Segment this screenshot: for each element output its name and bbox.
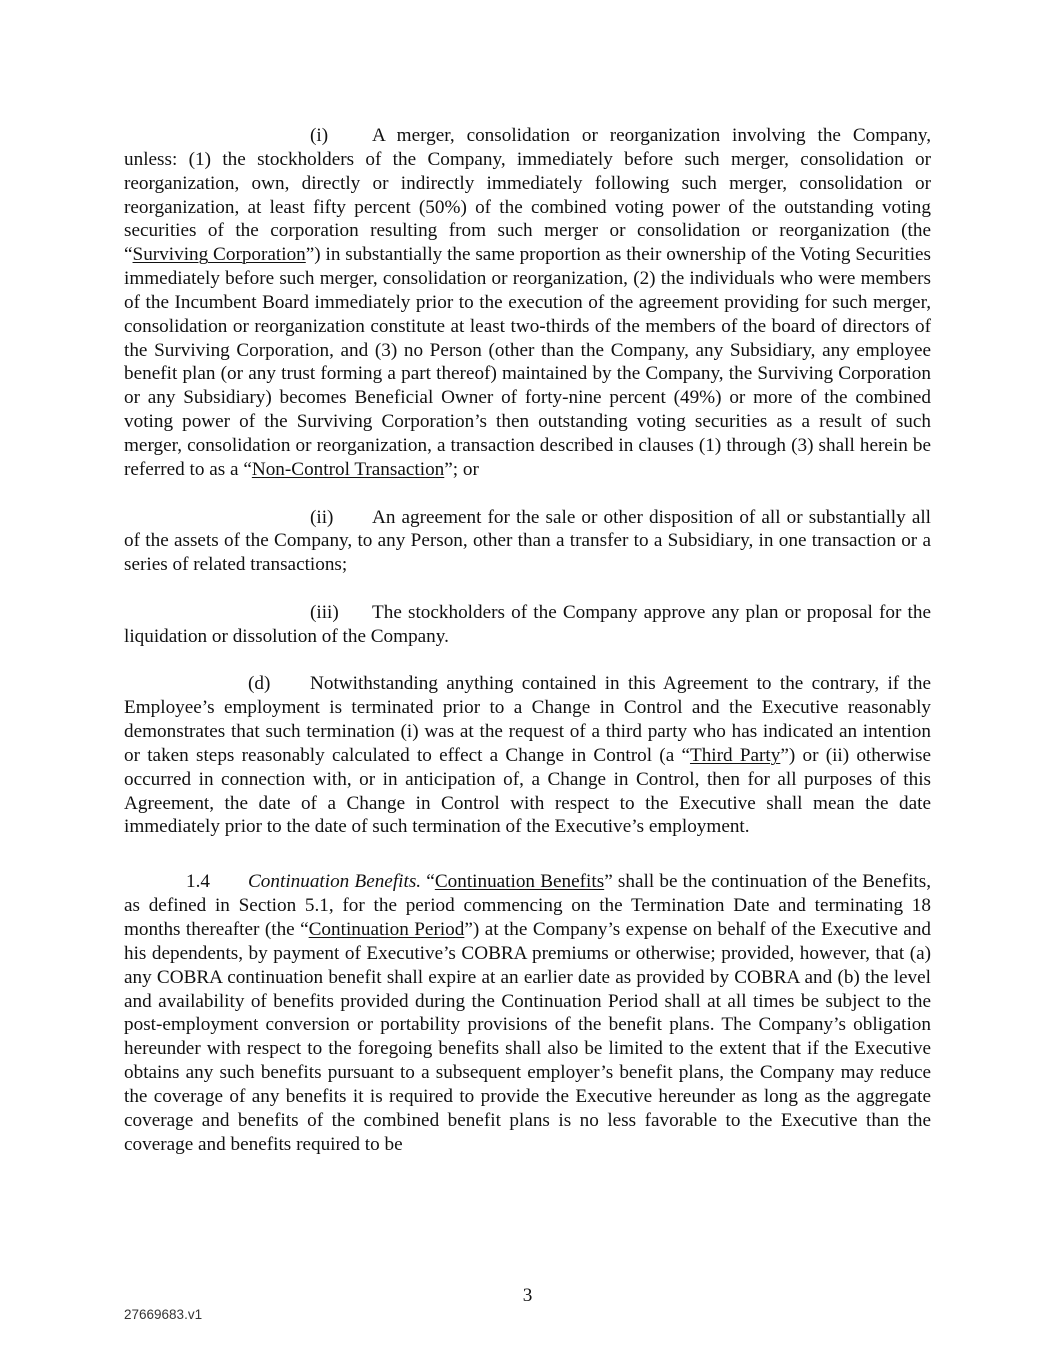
paragraph-text: Notwithstanding anything contained in this Agreement to the contrary, if the Employee’s employment is terminated prior to a Change in Control and the Executive reasonably demonstrates that such termination (i) was at the request of a third party who has indicated an intention or taken steps reasonably calculated to effect a Change in Control (a “ bbox=[124, 673, 931, 766]
page-number: 3 bbox=[522, 1285, 533, 1306]
paragraph-number: (d) bbox=[248, 673, 271, 695]
section-number: 1.4 bbox=[186, 871, 210, 893]
section-1-4 bbox=[124, 870, 931, 1156]
paragraph-number: (ii) bbox=[310, 506, 334, 528]
paragraph-text: A merger, consolidation or reorganization involving the Company, unless: (1) the stockholders of the Company, immediately before such merger, consolidation or reorganization, own, directly or indirectly immediately following such merger, consolidation or reorganization, at least fifty percent (50%) of the combined voting power of the outstanding voting securities of the corporation resulting from such merger or consolidation or reorganization (the “ bbox=[124, 125, 931, 266]
paragraph-number: (iii) bbox=[310, 601, 339, 623]
defined-term-surviving-corporation: Surviving Corporation bbox=[132, 244, 306, 266]
section-heading: Continuation Benefits. bbox=[248, 871, 422, 893]
defined-term-continuation-period: Continuation Period bbox=[308, 919, 465, 940]
paragraph-i bbox=[124, 124, 931, 482]
paragraph-text: ”; or bbox=[444, 458, 479, 480]
paragraph-iii bbox=[124, 601, 931, 649]
paragraph-text: “ bbox=[421, 871, 435, 893]
paragraph-text: ”) in substantially the same proportion as their ownership of the Voting Securities immediately before such merger, consolidation or reorganization, (2) the individuals who were members of the Incumbent Board immediately prior to the execution of the agreement providing for such merger, consolidation or reorganization constitute at least two-thirds of the members of the board of directors of the Surviving Corporation, and (3) no Person (other than the Company, any Subsidiary, any employee benefit plan (or any trust forming a part thereof) maintained by the Company, the Surviving Corporation or any Subsidiary) becomes Beneficial Owner of forty-nine percent (49%) or more of the combined voting power of the Surviving Corporation’s then outstanding voting securities as a result of such merger, consolidation or reorganization, a transaction described in clauses (1) through (3) shall herein be referred to as a “ bbox=[124, 244, 932, 480]
paragraph-text: ” shall be the continuation of the Benefits, as defined in Section 5.1, for the period commencing on the Termination Date and terminating 18 months thereafter (the “ bbox=[124, 871, 931, 940]
document-id: 27669683.v1 bbox=[124, 1307, 203, 1322]
defined-term-third-party: Third Party bbox=[689, 744, 781, 766]
paragraph-text: An agreement for the sale or other disposition of all or substantially all of the assets of the Company, to any Person, other than a transfer to a Subsidiary, in one transaction or a series of related transactions; bbox=[124, 506, 931, 576]
paragraph-number: (i) bbox=[310, 125, 329, 146]
paragraph-text: ”) at the Company’s expense on behalf of the Executive and his dependents, by payment of Executive’s COBRA premiums or otherwise; provided, however, that (a) any COBRA continuation benefit shall expire at an earlier date as provided by COBRA and (b) the level and availability of benefits provided during the Continuation Period shall at all times be subject to the post-employment conversion or portability provisions of the benefit plans. The Company’s obligation hereunder with respect to the foregoing benefits shall also be limited to the extent that if the Executive obtains any such benefits pursuant to a subsequent employer’s benefit plans, the Company may reduce the coverage of any benefits it is required to provide the Executive hereunder as long as the aggregate coverage and benefits of the combined benefit plans is no less favorable to the Executive than the coverage and benefits required to be bbox=[124, 919, 932, 1155]
paragraph-d bbox=[124, 672, 931, 839]
paragraph-text: ”) or (ii) otherwise occurred in connection with, or in anticipation of, a Change in Control, then for all purposes of this Agreement, the date of a Change in Control with respect to the Executive shall mean the date immediately prior to the date of such termination of the Executive’s employment. bbox=[124, 744, 931, 838]
document-body bbox=[124, 124, 931, 1156]
defined-term-non-control-transaction: Non-Control Transaction bbox=[251, 458, 445, 480]
defined-term-continuation-benefits: Continuation Benefits bbox=[434, 871, 605, 893]
paragraph-text: The stockholders of the Company approve any plan or proposal for the liquidation or dissolution of the Company. bbox=[124, 601, 931, 647]
paragraph-ii bbox=[124, 506, 931, 578]
